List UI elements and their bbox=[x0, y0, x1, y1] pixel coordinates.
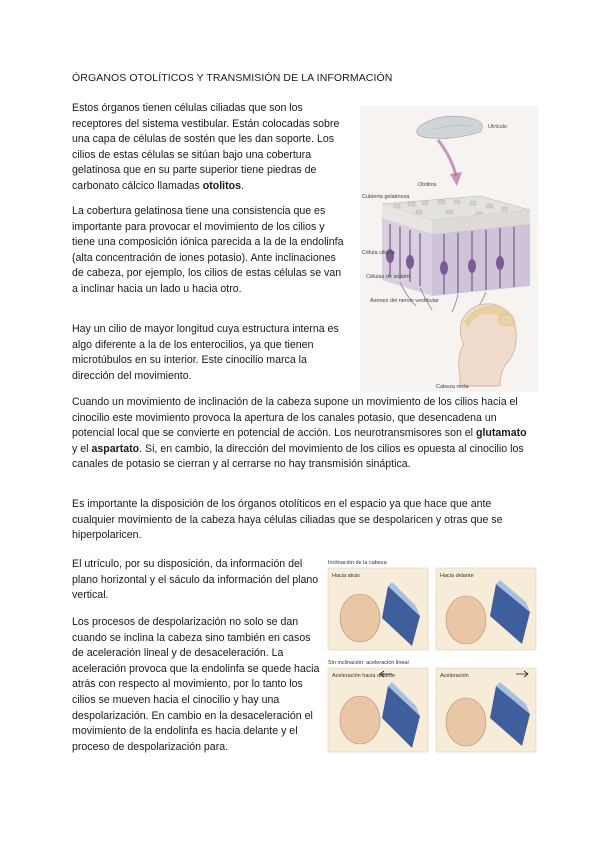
label-utriculo: Utrículo bbox=[488, 124, 507, 130]
bold-term-otolitos: otolitos bbox=[202, 179, 241, 192]
paragraph-text: . Si, en cambio, la dirección del movimiento de los cilios es opuesta al cinocilio los canales de potasio se cierran y al cerrarse no hay transmisión sináptica. bbox=[72, 442, 524, 471]
paragraph-text: Estos órganos tienen células ciliadas que son los receptores del sistema vestibular. Están colocadas sobre una capa de células de sostén que les dan soporte. Los cilios de estas células se sitúan bajo una cobertura gelatinosa que en su parte superior tiene piedras de carbonato cálcico llamadas bbox=[72, 102, 340, 192]
head-profile-icon bbox=[459, 304, 517, 386]
paragraph-acceleration: Los procesos de despolarización no solo se dan cuando se inclina la cabeza sino también en casos de aceleración lineal y de desaceleración. La aceleración provoca que la endolinfa se quede hacia atrás con respecto al movimiento, por lo tanto los cilios se mueven hacia el cinocilio y hay una despolarización. En cambio en la desaceleración el movimiento de la endolinfa es hacia delante y el proceso de despolarización para. bbox=[72, 616, 320, 753]
paragraph-cinocilio: Hay un cilio de mayor longitud cuya estructura interna es algo diferente a la de los enterocilios, ya que tienen microtúbulos en su interior. Este cinocilio marca la dirección del movimiento. bbox=[72, 323, 339, 382]
label-nervio: Axones del nervio vestibular bbox=[370, 298, 439, 304]
label-cubierta: Cubierta gelatinosa bbox=[362, 194, 410, 200]
head-tilt-acceleration-figure bbox=[326, 556, 538, 756]
label-celulas-sosten: Células de sostén bbox=[366, 274, 410, 280]
paragraph-receptors bbox=[72, 101, 344, 195]
panel-label-1: Hacia atrás bbox=[332, 573, 360, 579]
paragraph-spatial-arrangement: Es importante la disposición de los órganos otolíticos en el espacio ya que hace que ante cualquier movimiento de la cabeza haya células ciliadas que se despolaricen y otras que se hiperpolaricen. bbox=[72, 498, 503, 542]
label-cabeza: Cabeza recta bbox=[436, 384, 469, 390]
bottom-heading: Sin inclinación: aceleración lineal bbox=[328, 660, 409, 666]
otolith-organ-figure bbox=[360, 106, 538, 392]
panel-label-3: Aceleración hacia delante bbox=[332, 673, 395, 679]
label-celula-ciliada: Célula ciliada bbox=[362, 250, 395, 256]
panel-label-4: Aceleración bbox=[440, 673, 469, 679]
paragraph-movement bbox=[72, 395, 532, 473]
paragraph-gelatinous-cover: La cobertura gelatinosa tiene una consistencia que es importante para provocar el movimiento de los cilios y tiene una composición iónica parecida a la de la endolinfa (alta concentración de iones potasio). Ante inclinaciones de cabeza, por ejemplo, los cilios de estas células se van a inclinar hacia un lado u hacia otro. bbox=[72, 205, 344, 295]
panel-label-2: Hacia delante bbox=[440, 573, 474, 579]
otolith-organ-illustration bbox=[360, 106, 538, 392]
paragraph-utriculo-saculo: El utrículo, por su disposición, da información del plano horizontal y el sáculo da información del plano vertical. bbox=[72, 558, 319, 602]
head-tilt-panels bbox=[326, 556, 538, 756]
bold-term-glutamato: glutamato bbox=[475, 427, 527, 440]
page-title: ÓRGANOS OTOLÍTICOS Y TRANSMISIÓN DE LA INFORMACIÓN bbox=[72, 72, 393, 84]
top-heading: Inclinación de la cabeza bbox=[328, 560, 387, 566]
paragraph-text: . bbox=[240, 179, 244, 192]
paragraph-text: Cuando un movimiento de inclinación de la cabeza supone un movimiento de los cilios hacia el cinocilio este movimiento provoca la apertura de los canales potasio, que desencadena un potencial local que se convierte en potencial de acción. Los neurotransmisores son el bbox=[72, 396, 518, 440]
bold-term-aspartato: aspartato bbox=[91, 442, 140, 455]
paragraph-text: y el bbox=[72, 442, 92, 455]
label-otolitos: Otolitos bbox=[418, 182, 437, 188]
